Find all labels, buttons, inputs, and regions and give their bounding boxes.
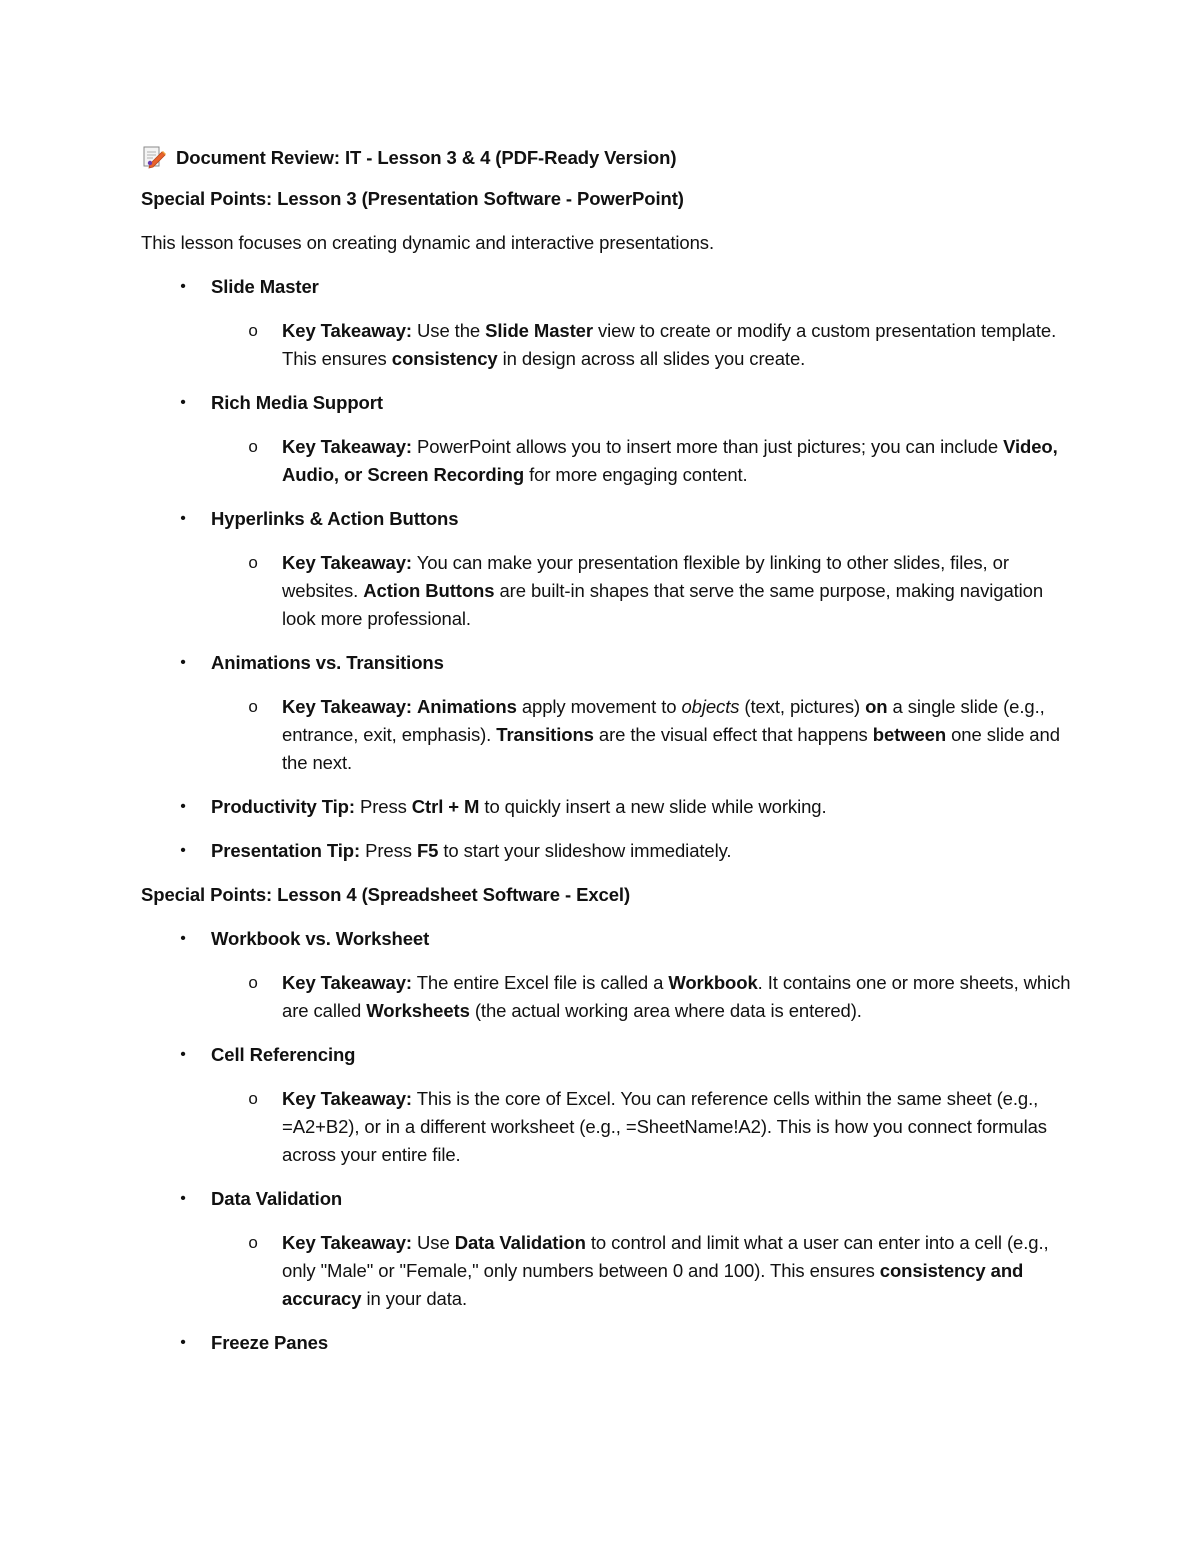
sub-bullet-glyph: o (248, 1089, 258, 1108)
key-takeaway-label: Key Takeaway: (282, 1088, 412, 1109)
takeaway-text: in design across all slides you create. (497, 348, 806, 369)
bullet-glyph: • (180, 1334, 186, 1351)
sub-bullet-glyph: o (248, 321, 258, 340)
lesson3-heading: Special Points: Lesson 3 (Presentation Software - PowerPoint) (141, 188, 684, 209)
list-item (141, 793, 1081, 821)
item-label: Cell Referencing (211, 1044, 356, 1065)
takeaway-bold: consistency (391, 348, 498, 369)
takeaway-bold: Video, Audio, or Screen Recording (282, 436, 1058, 485)
sub-bullet-glyph: o (248, 973, 258, 992)
sub-bullet-glyph: o (248, 437, 258, 456)
list-item (141, 1329, 1081, 1357)
tip-text: to start your slideshow immediately. (438, 840, 732, 861)
bullet-glyph: • (180, 1190, 186, 1207)
bullet-glyph: • (180, 394, 186, 411)
sub-bullet-glyph: o (248, 697, 258, 716)
takeaway-bold: Data Validation (454, 1232, 586, 1253)
list-item (141, 925, 1081, 1025)
takeaway-text: one slide and the next. (282, 724, 1060, 773)
takeaway-text: Use the (417, 320, 486, 341)
key-takeaway (211, 317, 1081, 373)
takeaway-text: to control and limit what a user can enter into a cell (e.g., only "Male" or "Female," only numbers between 0 and 100). This ensures (282, 1232, 1049, 1281)
takeaway-text: (text, pictures) (739, 696, 866, 717)
key-takeaway (211, 1229, 1081, 1313)
key-takeaway (211, 549, 1081, 633)
takeaway-bold: Action Buttons (363, 580, 495, 601)
takeaway-text: are the visual effect that happens (593, 724, 873, 745)
list-item (141, 837, 1081, 865)
key-takeaway (211, 693, 1081, 777)
takeaway-text: are built-in shapes that serve the same purpose, making navigation look more professional. (282, 580, 1044, 629)
tip-bold: F5 (416, 840, 439, 861)
document-page (141, 141, 1081, 1373)
takeaway-text: PowerPoint allows you to insert more than just pictures; you can include (417, 436, 1004, 457)
tip-label: Presentation Tip: (211, 840, 361, 861)
tip-text: to quickly insert a new slide while working. (479, 796, 827, 817)
item-label: Data Validation (211, 1188, 343, 1209)
takeaway-bold: Slide Master (485, 320, 593, 341)
bullet-glyph: • (180, 842, 186, 859)
list-item (141, 649, 1081, 777)
list-item (141, 505, 1081, 633)
bullet-glyph: • (180, 278, 186, 295)
key-takeaway-label: Key Takeaway: (282, 696, 412, 717)
takeaway-text: This is the core of Excel. You can reference cells within the same sheet (e.g., =A2+B2), or in a different worksheet (e.g., =SheetName!A2). This is how you connect formulas across your entire file. (282, 1088, 1047, 1165)
bullet-glyph: • (180, 930, 186, 947)
takeaway-text: . It contains one or more sheets, which are called (282, 972, 1071, 1021)
document-review-icon (141, 144, 167, 170)
bullet-glyph: • (180, 510, 186, 527)
list-item (141, 273, 1081, 373)
lesson4-heading: Special Points: Lesson 4 (Spreadsheet Software - Excel) (141, 884, 631, 905)
document-title (141, 141, 1081, 175)
takeaway-text: view to create or modify a custom presentation template. This ensures (282, 320, 1057, 369)
key-takeaway-label: Key Takeaway: (282, 436, 412, 457)
takeaway-text: Use (417, 1232, 455, 1253)
key-takeaway (211, 969, 1081, 1025)
takeaway-bold: on (865, 696, 888, 717)
bullet-glyph: • (180, 654, 186, 671)
key-takeaway-label: Key Takeaway: (282, 972, 412, 993)
item-label: Workbook vs. Worksheet (211, 928, 430, 949)
item-label: Slide Master (211, 276, 319, 297)
takeaway-text: apply movement to (516, 696, 682, 717)
takeaway-bold: Transitions (496, 724, 594, 745)
tip-label: Productivity Tip: (211, 796, 355, 817)
document-title-text: Document Review: IT - Lesson 3 & 4 (PDF-Ready Version) (176, 147, 677, 168)
tip-text: Press (360, 840, 417, 861)
key-takeaway (211, 433, 1081, 489)
key-takeaway-label: Key Takeaway: (282, 320, 412, 341)
list-item (141, 1185, 1081, 1313)
key-takeaway-label: Key Takeaway: (282, 1232, 412, 1253)
takeaway-text: The entire Excel file is called a (416, 972, 669, 993)
takeaway-text: a single slide (e.g., entrance, exit, emphasis). (282, 696, 1045, 745)
key-takeaway-label: Key Takeaway: (282, 552, 412, 573)
sub-bullet-glyph: o (248, 553, 258, 572)
item-label: Hyperlinks & Action Buttons (211, 508, 459, 529)
item-label: Freeze Panes (211, 1332, 329, 1353)
list-item (141, 389, 1081, 489)
lesson3-list (141, 273, 1081, 865)
takeaway-bold: between (872, 724, 947, 745)
takeaway-text: (the actual working area where data is entered). (469, 1000, 862, 1021)
item-label: Rich Media Support (211, 392, 383, 413)
bullet-glyph: • (180, 798, 186, 815)
tip-bold: Ctrl + M (411, 796, 480, 817)
list-item (141, 1041, 1081, 1169)
takeaway-text: in your data. (361, 1288, 467, 1309)
key-takeaway (211, 1085, 1081, 1169)
takeaway-bold: Workbook (668, 972, 758, 993)
takeaway-bold: Worksheets (366, 1000, 470, 1021)
takeaway-bold: Animations (417, 696, 517, 717)
item-label: Animations vs. Transitions (211, 652, 444, 673)
takeaway-italic: objects (681, 696, 740, 717)
tip-text: Press (354, 796, 412, 817)
bullet-glyph: • (180, 1046, 186, 1063)
takeaway-bold: consistency and accuracy (282, 1260, 1024, 1309)
lesson4-list (141, 925, 1081, 1357)
lesson3-intro: This lesson focuses on creating dynamic and interactive presentations. (141, 232, 714, 253)
takeaway-text: for more engaging content. (524, 464, 748, 485)
takeaway-text: You can make your presentation flexible by linking to other slides, files, or websites. (282, 552, 1009, 601)
sub-bullet-glyph: o (248, 1233, 258, 1252)
